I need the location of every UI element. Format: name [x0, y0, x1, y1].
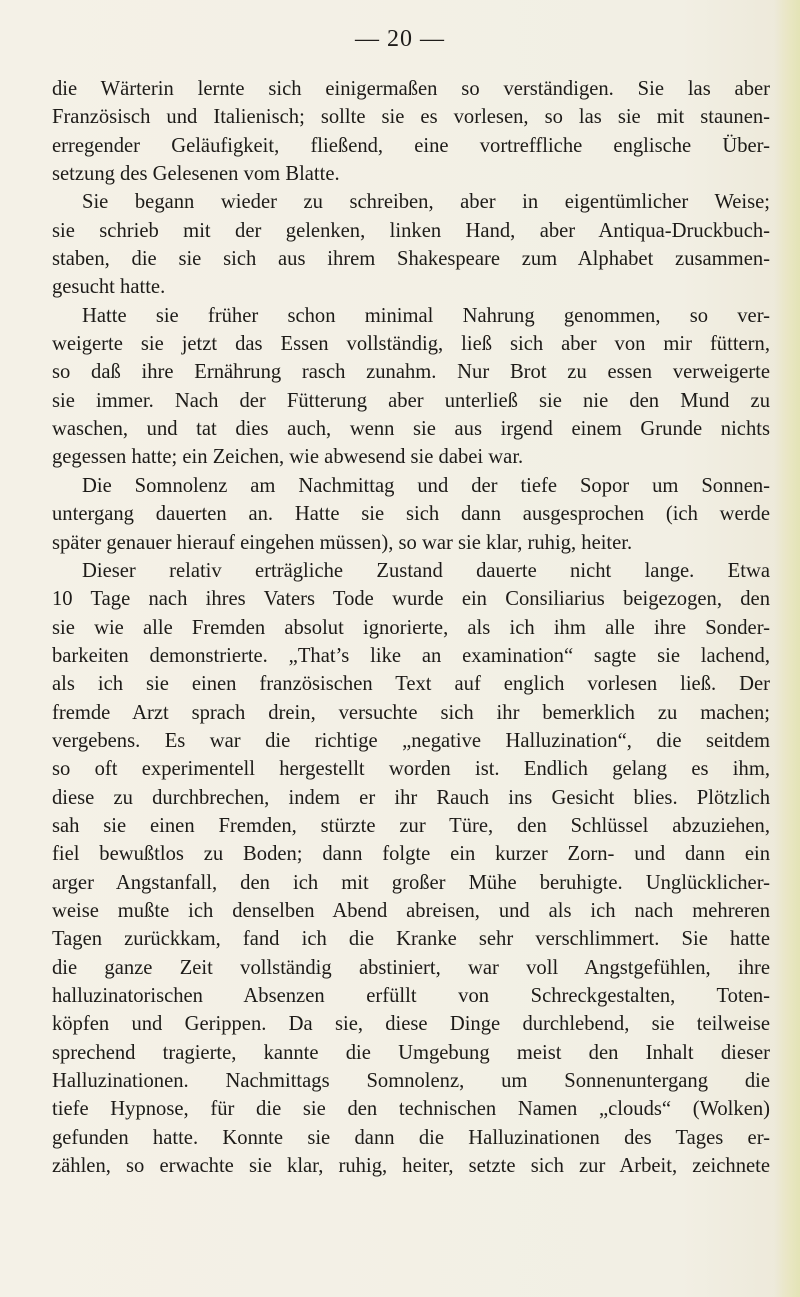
text-line: untergang dauerten an. Hatte sie sich dann ausgesprochen (ich werde	[52, 503, 770, 526]
text-line: sprechend tragierte, kannte die Umgebung meist den Inhalt dieser	[52, 1041, 770, 1064]
page-edge-shading	[774, 0, 800, 1297]
text-line: die ganze Zeit vollständig abstiniert, war voll Angstgefühlen, ihre	[52, 956, 770, 979]
text-line: Hatte sie früher schon minimal Nahrung genommen, so ver-	[82, 304, 770, 327]
text-line: erregender Geläufigkeit, fließend, eine vortreffliche englische Über-	[52, 134, 770, 157]
text-line: diese zu durchbrechen, indem er ihr Rauch ins Gesicht blies. Plötzlich	[52, 786, 770, 809]
text-line: arger Angstanfall, den ich mit großer Mühe beruhigte. Unglücklicher-	[52, 871, 770, 894]
text-line: zählen, so erwachte sie klar, ruhig, heiter, setzte sich zur Arbeit, zeichnete	[52, 1155, 770, 1178]
text-line: fiel bewußtlos zu Boden; dann folgte ein kurzer Zorn- und dann ein	[52, 843, 770, 866]
text-line: Die Somnolenz am Nachmittag und der tiefe Sopor um Sonnen-	[82, 474, 770, 497]
text-line: Dieser relativ erträgliche Zustand dauerte nicht lange. Etwa	[82, 559, 770, 582]
text-line: gegessen hatte; ein Zeichen, wie abwesend sie dabei war.	[52, 446, 524, 469]
text-line: Sie begann wieder zu schreiben, aber in eigentümlicher Weise;	[82, 191, 770, 214]
page-number: — 20 —	[355, 26, 445, 52]
text-line: die Wärterin lernte sich einigermaßen so verständigen. Sie las aber	[52, 78, 770, 100]
text-line: staben, die sie sich aus ihrem Shakespeare zum Alphabet zusammen-	[52, 248, 770, 271]
text-line: vergebens. Es war die richtige „negative Halluzination“, die seitdem	[52, 729, 770, 752]
text-line: 10 Tage nach ihres Vaters Tode wurde ein Consiliarius beigezogen, den	[52, 588, 770, 611]
text-line: weigerte sie jetzt das Essen vollständig, ließ sich aber von mir füttern,	[52, 333, 770, 356]
text-line: tiefe Hypnose, für die sie den technischen Namen „clouds“ (Wolken)	[52, 1098, 770, 1121]
text-line: sie schrieb mit der gelenken, linken Hand, aber Antiqua-Druckbuch-	[52, 219, 770, 242]
text-line: barkeiten demonstrierte. „That’s like an examination“ sagte sie lachend,	[52, 644, 770, 667]
text-line: weise mußte ich denselben Abend abreisen, und als ich nach mehreren	[52, 899, 770, 922]
text-line: köpfen und Gerippen. Da sie, diese Dinge durchlebend, sie teilweise	[52, 1013, 770, 1036]
text-line: so daß ihre Ernährung rasch zunahm. Nur Brot zu essen verweigerte	[52, 361, 770, 384]
body-text	[52, 75, 770, 1180]
text-line: Halluzinationen. Nachmittags Somnolenz, um Sonnenuntergang die	[52, 1070, 770, 1093]
text-line: Französisch und Italienisch; sollte sie es vorlesen, so las sie mit staunen-	[52, 106, 770, 129]
text-line: später genauer hierauf eingehen müssen), so war sie klar, ruhig, heiter.	[52, 531, 633, 554]
text-line: waschen, und tat dies auch, wenn sie aus irgend einem Grunde nichts	[52, 418, 770, 441]
text-line: sie immer. Nach der Fütterung aber unterließ sie nie den Mund zu	[52, 389, 770, 412]
text-line: gefunden hatte. Konnte sie dann die Halluzinationen des Tages er-	[52, 1126, 770, 1149]
text-line: gesucht hatte.	[52, 276, 166, 299]
text-line: sah sie einen Fremden, stürzte zur Türe, den Schlüssel abzuziehen,	[52, 814, 770, 837]
text-line: Tagen zurückkam, fand ich die Kranke sehr verschlimmert. Sie hatte	[52, 928, 770, 951]
text-line: setzung des Gelesenen vom Blatte.	[52, 163, 340, 186]
text-line: halluzinatorischen Absenzen erfüllt von Schreckgestalten, Toten-	[52, 985, 770, 1007]
text-line: als ich sie einen französischen Text auf englich vorlesen ließ. Der	[52, 673, 770, 696]
text-line: sie wie alle Fremden absolut ignorierte, als ich ihm alle ihre Sonder-	[52, 616, 770, 639]
text-line: fremde Arzt sprach drein, versuchte sich ihr bemerklich zu machen;	[52, 701, 770, 724]
text-line: so oft experimentell hergestellt worden ist. Endlich gelang es ihm,	[52, 758, 770, 781]
